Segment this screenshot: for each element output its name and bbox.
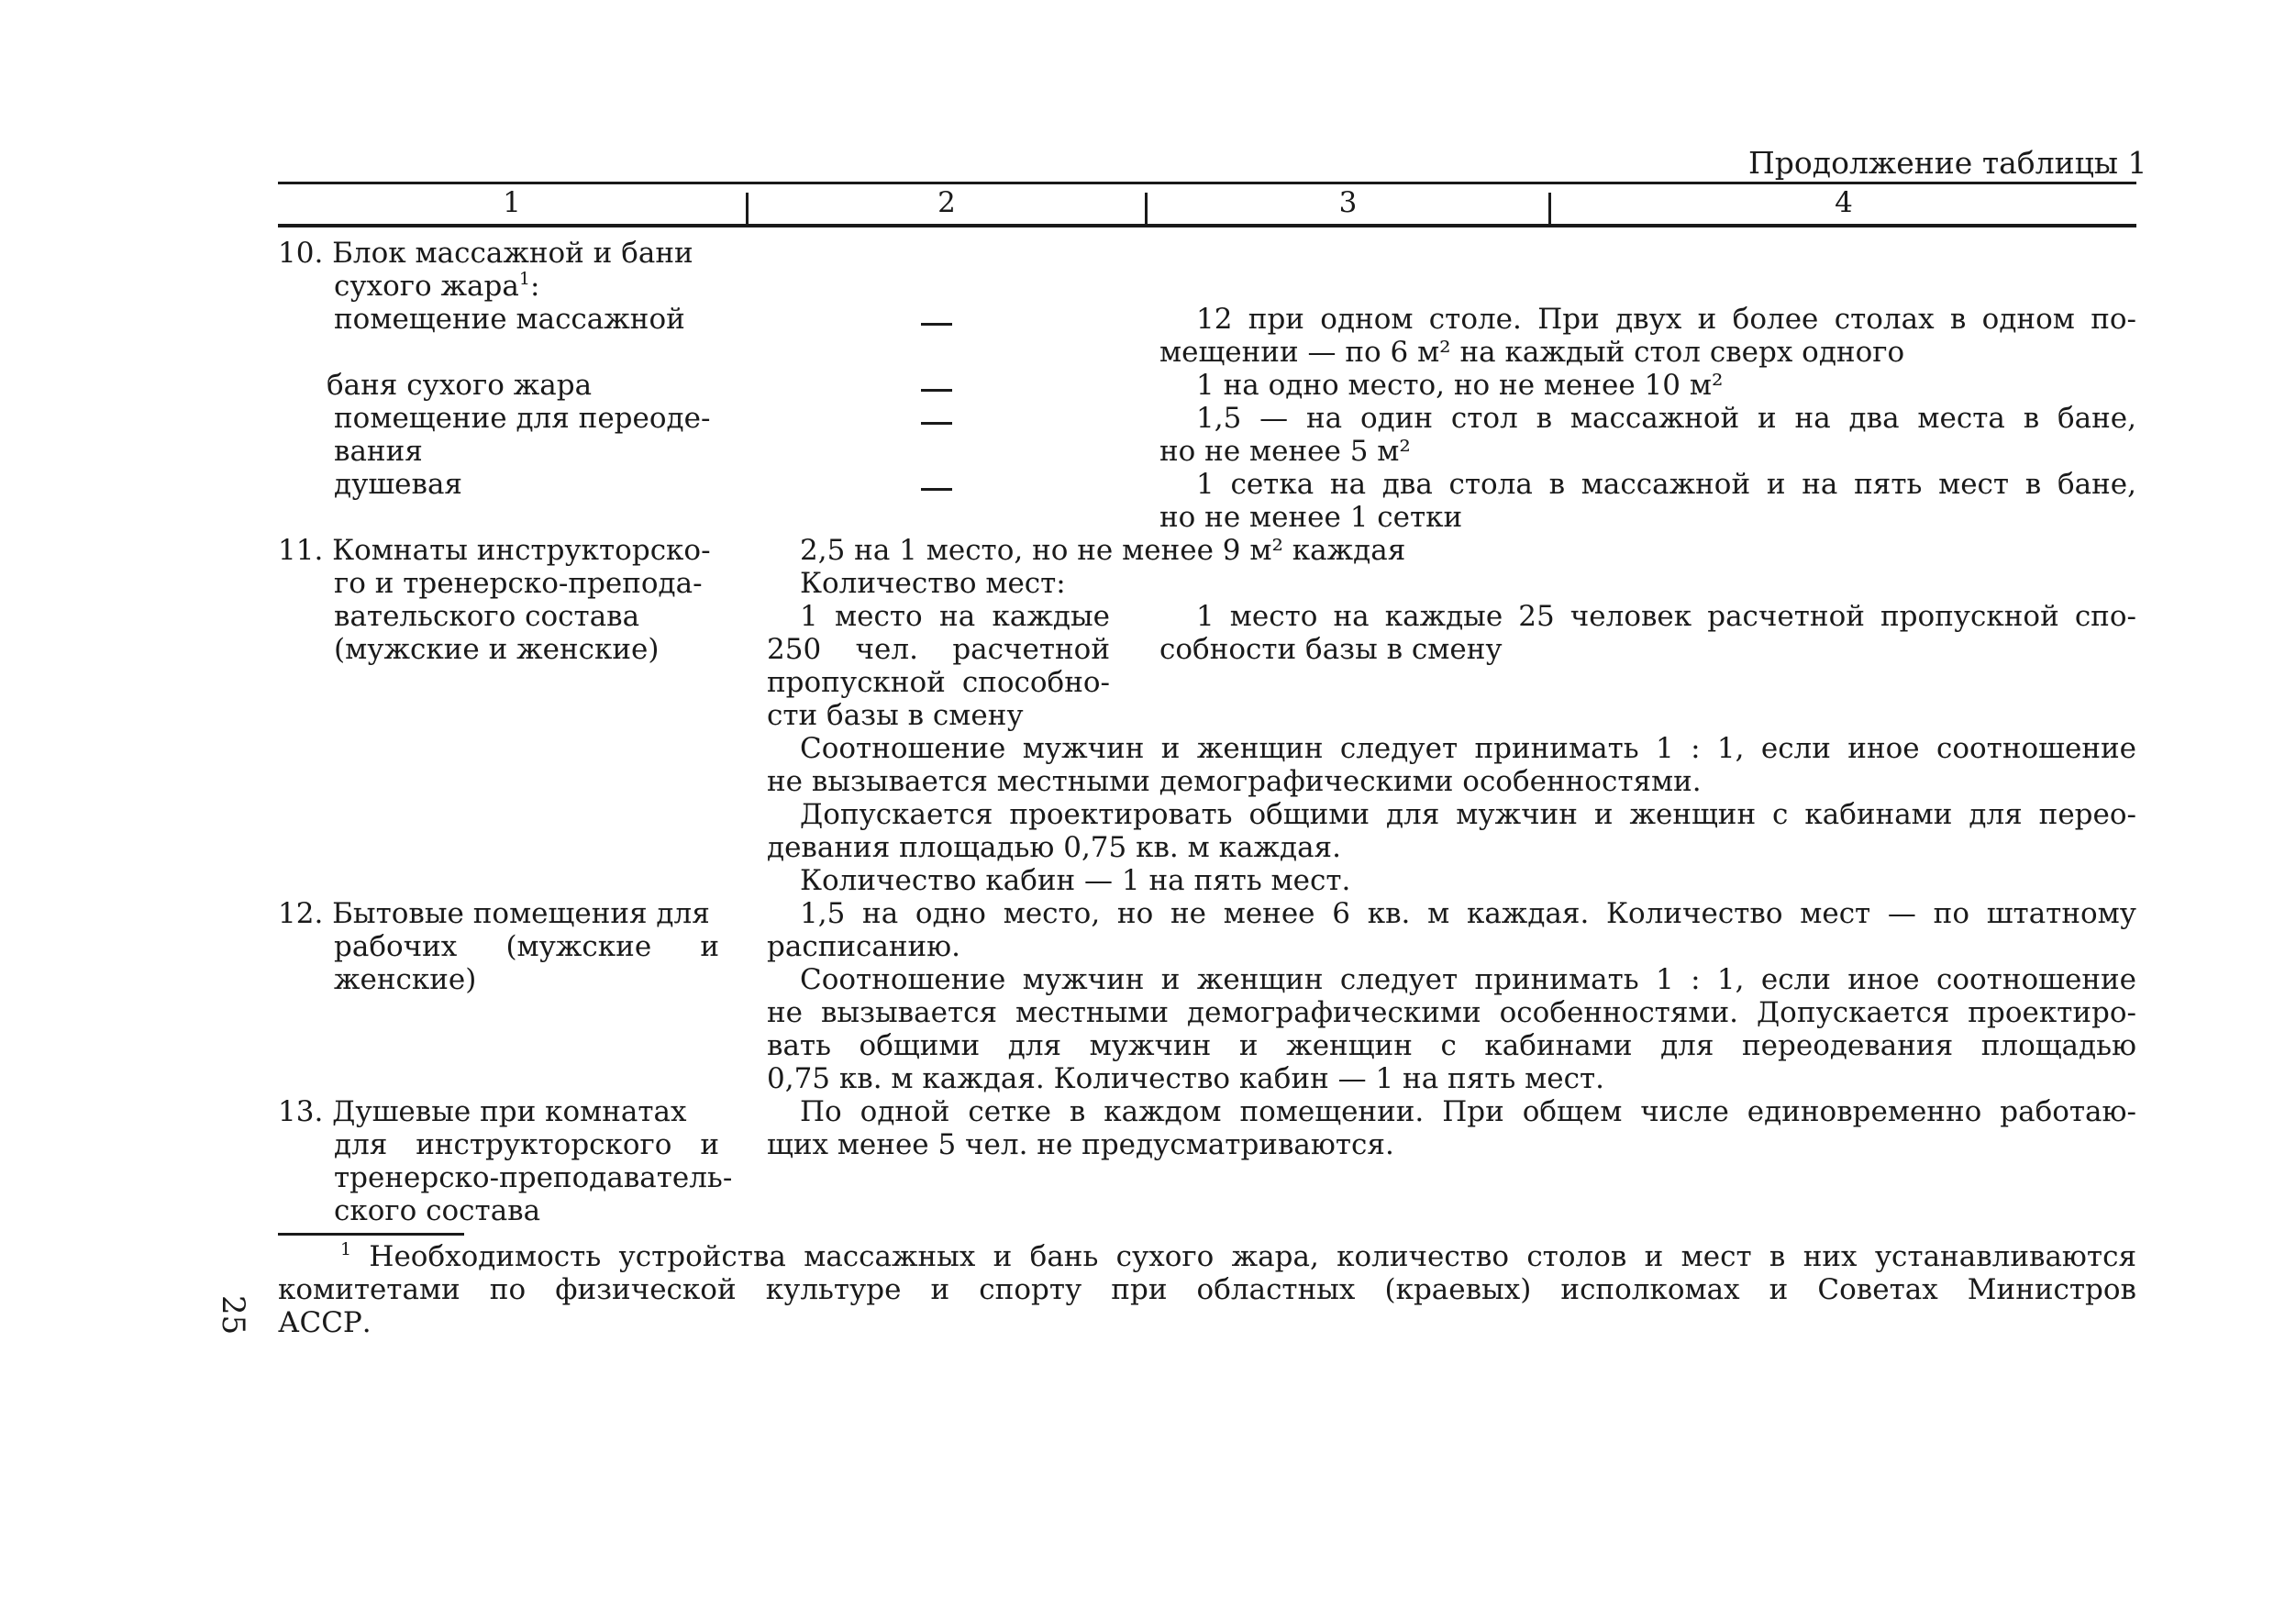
- row11-cabins: Количество кабин — 1 на пять мест.: [800, 864, 1351, 897]
- row10-sauna-dash: [921, 389, 952, 392]
- row11-area: 2,5 на 1 место, но не менее 9 м² каждая: [800, 534, 1406, 567]
- row13-title-line3: тренерско-преподаватель-: [334, 1161, 733, 1194]
- row12-area-line2: расписанию.: [767, 930, 961, 963]
- row13-title-line2: для инструкторского и: [334, 1128, 719, 1161]
- row11-col34-line2: собности базы в смену: [1159, 633, 1503, 666]
- row13-text-line1: По одной сетке в каждом помещении. При общем числе единовременно работаю-: [800, 1095, 2136, 1128]
- row11-ratio-line1: Соотношение мужчин и женщин следует принимать 1 : 1, если иное соотношение: [800, 732, 2136, 765]
- row11-title-line3: вательского состава: [334, 600, 640, 633]
- row11-col34-line1: 1 место на каждые 25 человек расчетной пропускной спо-: [1196, 600, 2136, 633]
- row11-common-line2: девания площадью 0,75 кв. м каждая.: [767, 831, 1341, 864]
- row10-change-text-line1: 1,5 — на один стол в массажной и на два места в бане,: [1196, 402, 2136, 435]
- row12-ratio-line3: вать общими для мужчин и женщин с кабинами для переодевания площадью: [767, 1029, 2136, 1062]
- row12-title-line2: рабочих (мужские и: [334, 930, 719, 963]
- footnote-line1: $^1$ Необходимость устройства массажных и бань сухого жара, количество столов и мест в них устанавливаются: [340, 1239, 2136, 1273]
- footnote-rule: [278, 1233, 464, 1236]
- row13-title-line4: ского состава: [334, 1194, 541, 1227]
- row12-title-line3: женские): [334, 963, 477, 996]
- row10-change-label-line2: вания: [334, 435, 423, 468]
- row10-change-label-line1: помещение для переоде-: [334, 402, 711, 435]
- row13-title-line1: 13. Душевые при комнатах: [278, 1095, 687, 1128]
- row10-sauna-label: баня сухого жара: [327, 369, 593, 402]
- row10-title-line1: 10. Блок массажной и бани: [278, 237, 693, 270]
- row11-col2-line2: 250 чел. расчетной: [767, 633, 1110, 666]
- footnote-line2: комитетами по физической культуре и спорту при областных (краевых) исполкомах и Советах Министров: [278, 1273, 2136, 1306]
- row13-text-line2: щих менее 5 чел. не предусматриваются.: [767, 1128, 1394, 1161]
- table-continuation-label: Продолжение таблицы 1: [1748, 145, 2147, 181]
- row11-title-line1: 11. Комнаты инструкторско-: [278, 534, 711, 567]
- row11-ratio-line2: не вызывается местными демографическими особенностями.: [767, 765, 1702, 798]
- row12-ratio-line4: 0,75 кв. м каждая. Количество кабин — 1 на пять мест.: [767, 1062, 1604, 1095]
- row12-ratio-line1: Соотношение мужчин и женщин следует принимать 1 : 1, если иное соотношение: [800, 963, 2136, 996]
- row11-title-line2: го и тренерско-препода-: [334, 567, 703, 600]
- row12-area-line1: 1,5 на одно место, но не менее 6 кв. м каждая. Количество мест — по штатному: [800, 897, 2136, 930]
- row10-shower-dash: [921, 488, 952, 491]
- header-bottom-rule: [278, 224, 2136, 227]
- row10-change-dash: [921, 422, 952, 425]
- row10-massage-label: помещение массажной: [334, 303, 685, 336]
- footnote-mark: 1: [340, 1239, 352, 1259]
- row10-massage-text-line2: мещении — по 6 м² на каждый стол сверх одного: [1159, 336, 1905, 369]
- row10-shower-text-line2: но не менее 1 сетки: [1159, 501, 1463, 534]
- row12-ratio-line2: не вызывается местными демографическими особенностями. Допускается проектиро-: [767, 996, 2136, 1029]
- row10-massage-dash: [921, 323, 952, 326]
- row11-title-line4: (мужские и женские): [334, 633, 660, 666]
- row10-shower-label: душевая: [334, 468, 462, 501]
- row11-count-header: Количество мест:: [800, 567, 1066, 600]
- column-header-4: 4: [1835, 186, 1853, 219]
- row11-common-line1: Допускается проектировать общими для мужчин и женщин с кабинами для переo-: [800, 798, 2136, 831]
- row10-title-line2: сухого жара$^1$:: [334, 269, 540, 303]
- column-header-1: 1: [503, 186, 521, 219]
- header-top-rule: [278, 182, 2136, 184]
- row11-col2-line4: сти базы в смену: [767, 699, 1024, 732]
- footnote-line3: АССР.: [278, 1306, 372, 1339]
- row10-massage-text-line1: 12 при одном столе. При двух и более столах в одном по-: [1196, 303, 2136, 336]
- row10-sauna-text: 1 на одно место, но не менее 10 м²: [1196, 369, 1724, 402]
- row10-shower-text-line1: 1 сетка на два стола в массажной и на пять мест в бане,: [1196, 468, 2136, 501]
- row12-title-line1: 12. Бытовые помещения для: [278, 897, 710, 930]
- page-number: 25: [215, 1295, 251, 1336]
- row11-col2-line3: пропускной способно-: [767, 666, 1110, 699]
- footnote-ref: 1: [518, 269, 530, 289]
- column-header-3: 3: [1338, 186, 1358, 219]
- column-header-2: 2: [937, 186, 956, 219]
- row10-change-text-line2: но не менее 5 м²: [1159, 435, 1411, 468]
- row11-col2-line1: 1 место на каждые: [800, 600, 1110, 633]
